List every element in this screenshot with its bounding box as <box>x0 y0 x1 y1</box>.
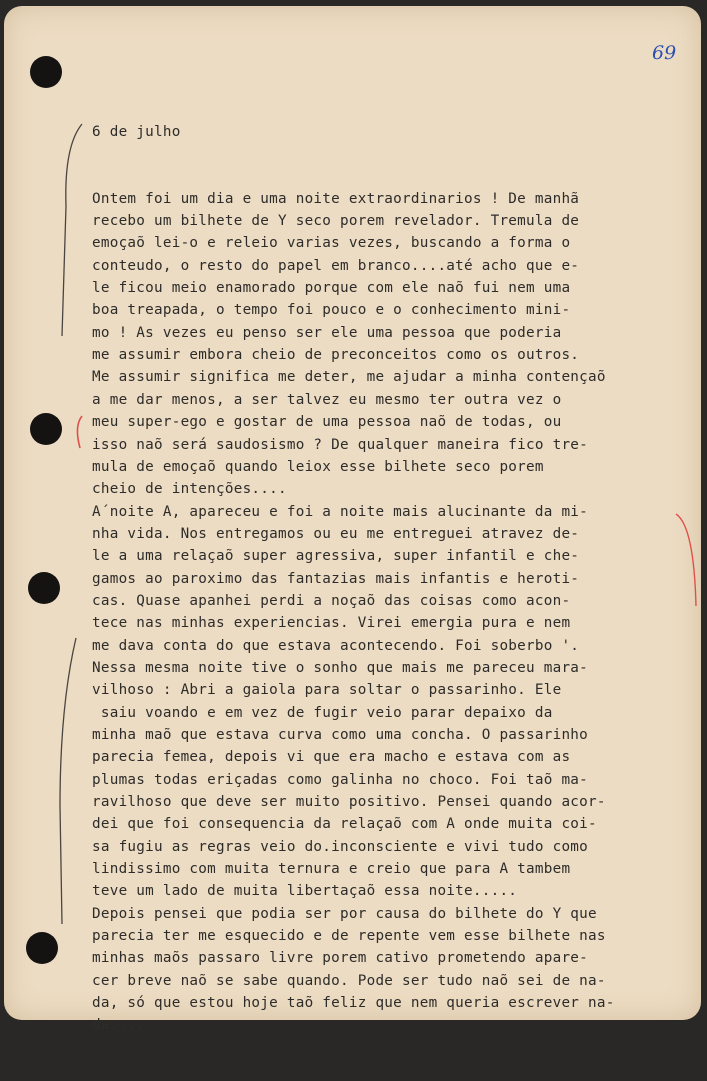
date-line: 6 de julho <box>92 123 181 140</box>
text-line: cer breve naõ se sabe quando. Pode ser tudo naõ sei de na- <box>92 972 606 989</box>
text-line: ravilhoso que deve ser muito positivo. Pensei quando acor- <box>92 794 606 810</box>
pencil-bracket-top <box>62 124 82 336</box>
text-line: cas. Quase apanhei perdi a noçaõ das coisas como acon- <box>92 592 571 609</box>
pencil-bracket-bottom <box>60 638 76 924</box>
text-line: lindissimo com muita ternura e creio que para A tambem <box>92 861 571 878</box>
text-line: le ficou meio enamorado porque com ele naõ fui nem uma <box>92 280 571 297</box>
text-line: da, só que estou hoje taõ feliz que nem queria escrever na- <box>92 995 615 1012</box>
text-line: me assumir embora cheio de preconceitos como os outros. <box>92 347 580 364</box>
typewritten-page <box>4 6 701 1034</box>
text-line: mo ! As vezes eu penso ser ele uma pessoa que poderia <box>92 324 562 341</box>
text-line: dei que foi consequencia da relaçaõ com A onde muita coi- <box>92 816 597 833</box>
margin-annotations <box>4 6 701 1020</box>
text-line: da.... <box>92 1017 146 1034</box>
text-line: parecia femea, depois vi que era macho e estava com as <box>92 749 571 766</box>
text-line: boa treapada, o tempo foi pouco e o conhecimento mini- <box>92 302 571 319</box>
text-line: plumas todas eriçadas como galinha no choco. Foi taõ ma- <box>92 771 589 788</box>
page-number: 69 <box>652 42 677 64</box>
text-line: A´noite A, apareceu e foi a noite mais alucinante da mi- <box>92 503 589 520</box>
text-line: meu super-ego e gostar de uma pessoa naõ de todas, ou <box>92 414 562 431</box>
text-line: recebo um bilhete de Y seco porem revelador. Tremula de <box>92 213 580 230</box>
text-line: parecia ter me esquecido e de repente vem esse bilhete nas <box>92 928 606 945</box>
text-line: a me dar menos, a ser talvez eu mesmo ter outra vez o <box>92 391 562 408</box>
text-line: teve um lado de muita libertaçaõ essa noite..... <box>92 883 518 900</box>
text-line: minhas maõs passaro livre porem cativo prometendo apare- <box>92 950 589 967</box>
text-line: Depois pensei que podia ser por causa do bilhete do Y que <box>92 905 597 922</box>
text-line: mula de emoçaõ quando leiox esse bilhete seco porem <box>92 458 544 475</box>
text-line: Nessa mesma noite tive o sonho que mais me pareceu mara- <box>92 659 589 676</box>
text-line: sa fugiu as regras veio do.inconsciente e vivi tudo como <box>92 838 589 855</box>
text-line: saiu voando e em vez de fugir veio parar depaixo da <box>92 704 553 721</box>
red-mark-right <box>676 514 696 606</box>
text-line: Ontem foi um dia e uma noite extraordinarios ! De manhã <box>92 190 580 207</box>
text-line: minha maõ que estava curva como uma concha. O passarinho <box>92 726 589 743</box>
text-line: le a uma relaçaõ super agressiva, super infantil e che- <box>92 548 580 565</box>
text-line: nha vida. Nos entregamos ou eu me entreguei atravez de- <box>92 525 580 542</box>
text-line: isso naõ será saudosismo ? De qualquer maneira fico tre- <box>92 436 589 453</box>
text-line: Me assumir significa me deter, me ajudar a minha contençaõ <box>92 369 606 386</box>
text-line: gamos ao paroximo das fantazias mais infantis e heroti- <box>92 570 580 587</box>
text-line: emoçaõ lei-o e releio varias vezes, buscando a forma o <box>92 235 571 252</box>
text-line: me dava conta do que estava acontecendo. Foi soberbo '. <box>92 637 580 654</box>
text-line: conteudo, o resto do papel em branco....até acho que e- <box>92 257 580 274</box>
text-line: vilhoso : Abri a gaiola para soltar o passarinho. Ele <box>92 682 562 699</box>
red-mark-left <box>77 416 82 448</box>
text-line: tece nas minhas experiencias. Virei emergia pura e nem <box>92 615 571 632</box>
text-line: cheio de intenções.... <box>92 481 287 498</box>
